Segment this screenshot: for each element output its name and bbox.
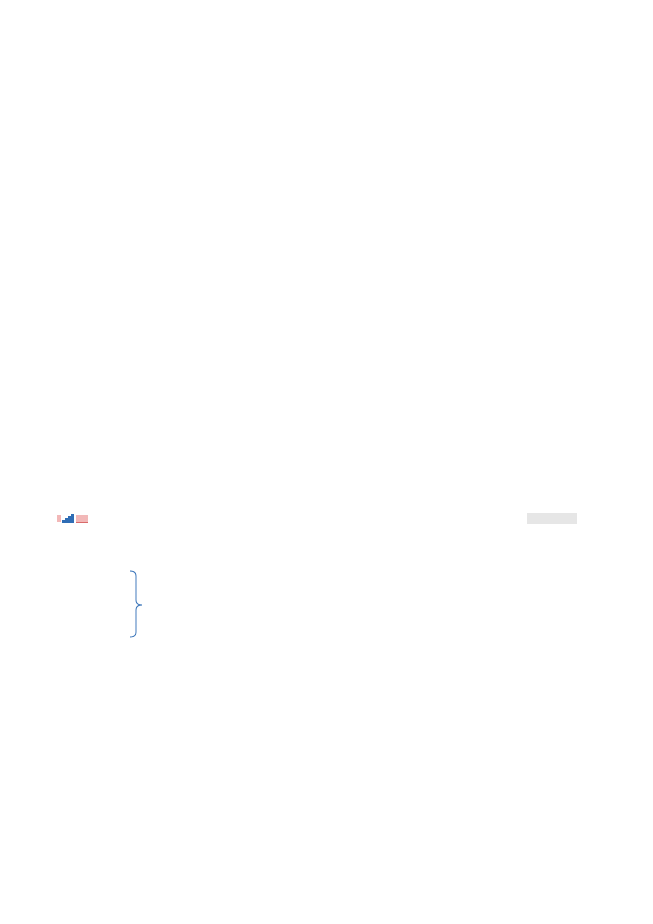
legend-brace [128,570,148,638]
grand-total-indicator [58,514,88,523]
grand-total-row [0,513,653,524]
